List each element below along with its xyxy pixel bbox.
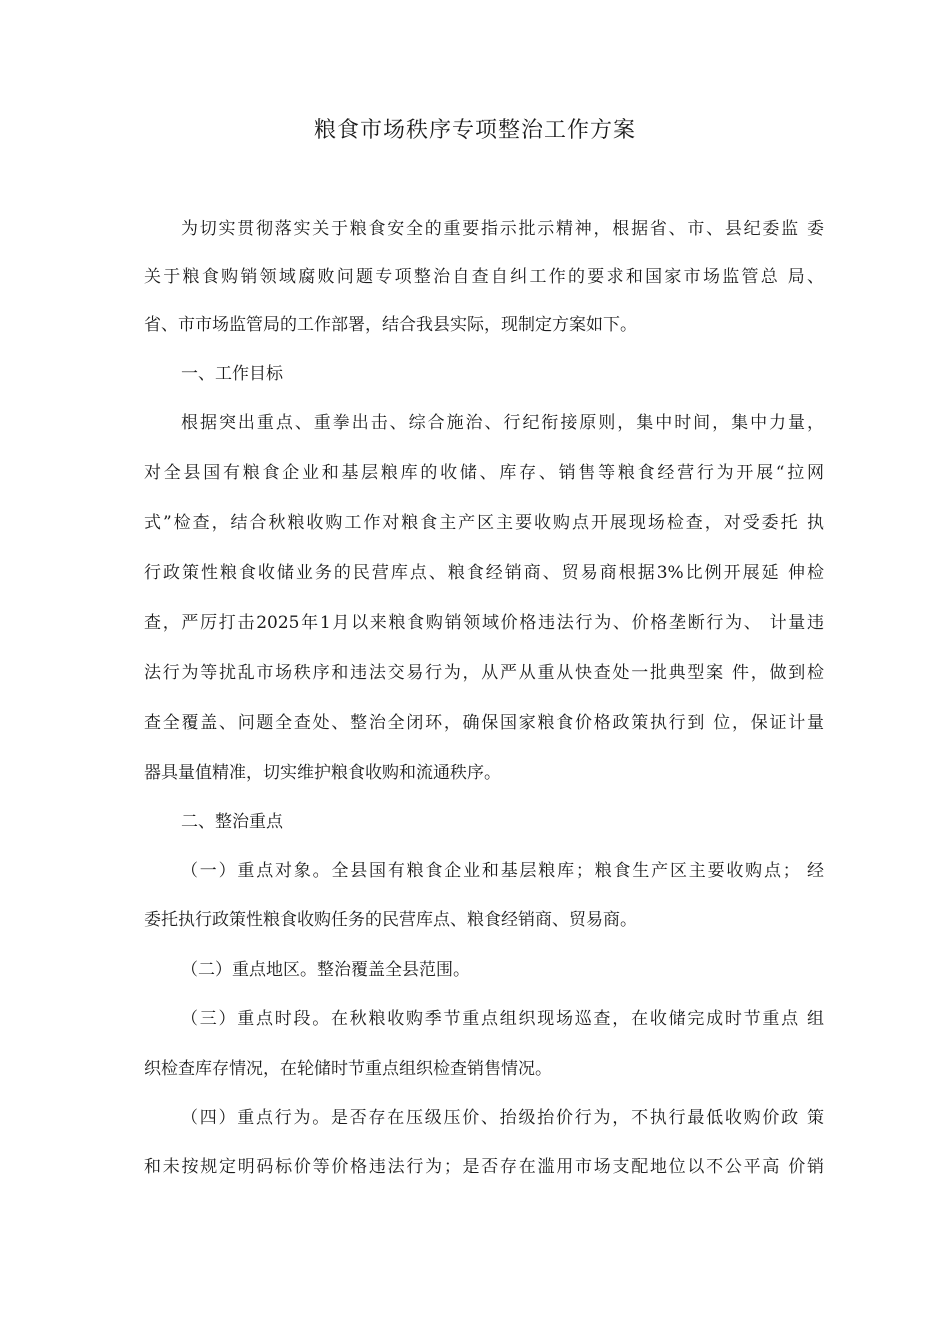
section-heading: 一、工作目标 <box>181 364 283 384</box>
paragraph-line: 对全县国有粮食企业和基层粮库的收储、库存、销售等粮食经营行为开展“拉网 <box>144 463 824 483</box>
paragraph-line: 委托执行政策性粮食收购任务的民营库点、粮食经销商、贸易商。 <box>144 910 637 930</box>
paragraph-line: 查，严厉打击2025年1月以来粮食购销领域价格违法行为、价格垄断行为、 计量违 <box>144 613 824 633</box>
paragraph-line: 为切实贯彻落实关于粮食安全的重要指示批示精神，根据省、市、县纪委监 委 <box>181 219 824 239</box>
paragraph-line: （四）重点行为。是否存在压级压价、抬级抬价行为，不执行最低收购价政 策 <box>181 1108 824 1128</box>
section-heading: 二、整治重点 <box>181 812 283 832</box>
paragraph-line: （一）重点对象。全县国有粮食企业和基层粮库；粮食生产区主要收购点； 经 <box>181 861 824 881</box>
paragraph-line: 关于粮食购销领域腐败问题专项整治自查自纠工作的要求和国家市场监管总 局、 <box>144 267 824 287</box>
paragraph-line: 法行为等扰乱市场秩序和违法交易行为，从严从重从快查处一批典型案 件，做到检 <box>144 663 824 683</box>
document-title: 粮食市场秩序专项整治工作方案 <box>313 118 636 143</box>
paragraph-line: 式”检查，结合秋粮收购工作对粮食主产区主要收购点开展现场检查，对受委托 执 <box>144 513 824 533</box>
paragraph-line: 省、市市场监管局的工作部署，结合我县实际，现制定方案如下。 <box>144 315 637 335</box>
paragraph-line: （三）重点时段。在秋粮收购季节重点组织现场巡查，在收储完成时节重点 组 <box>181 1009 824 1029</box>
paragraph-line: 和未按规定明码标价等价格违法行为；是否存在滥用市场支配地位以不公平高 价销 <box>144 1157 824 1177</box>
paragraph-line: 织检查库存情况，在轮储时节重点组织检查销售情况。 <box>144 1059 552 1079</box>
paragraph-line: 行政策性粮食收储业务的民营库点、粮食经销商、贸易商根据3%比例开展延 伸检 <box>144 563 824 583</box>
paragraph-line: 根据突出重点、重拳出击、综合施治、行纪衔接原则，集中时间，集中力量， <box>181 413 824 433</box>
paragraph-line: 查全覆盖、问题全查处、整治全闭环，确保国家粮食价格政策执行到 位，保证计量 <box>144 713 824 733</box>
paragraph-line: 器具量值精准，切实维护粮食收购和流通秩序。 <box>144 763 501 783</box>
paragraph-line: （二）重点地区。整治覆盖全县范围。 <box>181 960 470 980</box>
